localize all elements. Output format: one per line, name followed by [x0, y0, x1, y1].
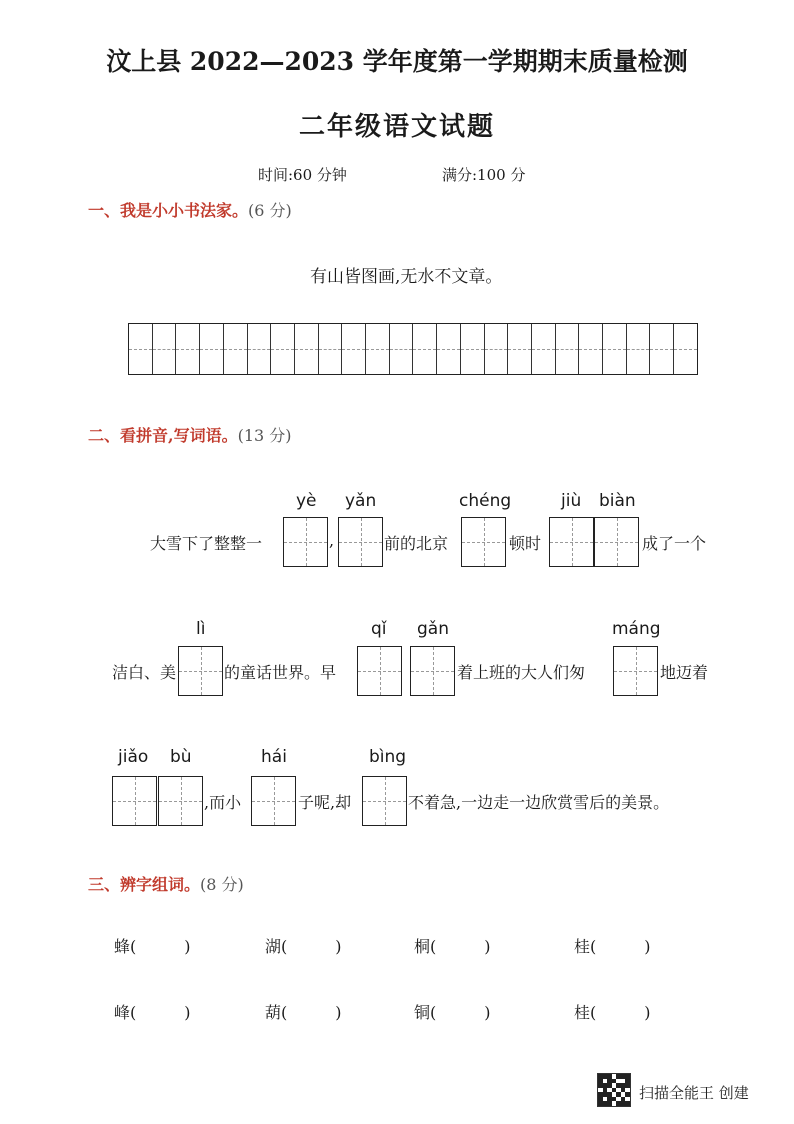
pinyin-bu: bù — [170, 747, 192, 767]
grid-cell[interactable] — [485, 324, 509, 374]
word-item[interactable]: 葫( ) — [265, 1003, 342, 1022]
answer-box[interactable] — [549, 517, 594, 567]
text-segment: 顿时 — [509, 534, 542, 553]
grid-cell[interactable] — [200, 324, 224, 374]
section-1-heading — [88, 198, 292, 221]
pinyin-hai: hái — [261, 747, 287, 767]
pinyin-bing: bìng — [369, 747, 407, 767]
section-3-title: 三、辨字组词。 — [88, 875, 201, 894]
word-item[interactable]: 桂( ) — [574, 1003, 651, 1022]
exam-title: 汶上县 2022—2023 学年度第一学期期末质量检测 — [106, 47, 688, 76]
word-item[interactable]: 蜂( ) — [114, 937, 191, 956]
answer-box[interactable] — [178, 646, 223, 696]
answer-box[interactable] — [112, 776, 157, 826]
word-item[interactable]: 桐( ) — [414, 937, 491, 956]
pinyin-jiao: jiǎo — [118, 747, 149, 767]
grid-cell[interactable] — [224, 324, 248, 374]
grid-cell[interactable] — [556, 324, 580, 374]
text-segment: 洁白、美 — [112, 663, 177, 682]
answer-box[interactable] — [613, 646, 658, 696]
pinyin-mang: máng — [612, 619, 661, 639]
exam-score: 满分:100 分 — [442, 166, 526, 184]
text-segment: , — [329, 531, 335, 550]
grid-cell[interactable] — [390, 324, 414, 374]
answer-box[interactable] — [594, 517, 639, 567]
grid-cell[interactable] — [271, 324, 295, 374]
text-segment: 地迈着 — [660, 663, 709, 682]
pinyin-qi: qǐ — [371, 619, 387, 639]
grid-cell[interactable] — [674, 324, 697, 374]
text-segment: 子呢,却 — [298, 793, 352, 812]
section-1-title: 一、我是小小书法家。 — [88, 201, 249, 220]
answer-box[interactable] — [362, 776, 407, 826]
calligraphy-sentence: 有山皆图画,无水不文章。 — [310, 267, 503, 287]
text-segment: 的童话世界。早 — [224, 663, 337, 682]
word-item[interactable]: 湖( ) — [265, 937, 342, 956]
qr-code-icon — [597, 1073, 631, 1107]
grid-cell[interactable] — [248, 324, 272, 374]
grid-cell[interactable] — [153, 324, 177, 374]
word-item[interactable]: 铜( ) — [414, 1003, 491, 1022]
grid-cell[interactable] — [579, 324, 603, 374]
grid-cell[interactable] — [437, 324, 461, 374]
grid-cell[interactable] — [129, 324, 153, 374]
text-segment: ,而小 — [204, 793, 242, 812]
scanner-watermark: 扫描全能王 创建 — [639, 1084, 749, 1102]
pinyin-jiu: jiù — [561, 491, 582, 511]
section-3-heading — [88, 872, 244, 895]
answer-box[interactable] — [251, 776, 296, 826]
text-segment: 成了一个 — [642, 534, 707, 553]
section-2-title: 二、看拼音,写词语。 — [88, 426, 238, 445]
pinyin-cheng: chéng — [459, 491, 512, 511]
answer-box[interactable] — [461, 517, 506, 567]
text-segment: 大雪下了整整一 — [150, 534, 263, 553]
answer-box[interactable] — [357, 646, 402, 696]
answer-box[interactable] — [410, 646, 455, 696]
pinyin-li: lì — [196, 619, 206, 639]
exam-subtitle: 二年级语文试题 — [298, 112, 495, 142]
grid-cell[interactable] — [532, 324, 556, 374]
grid-cell[interactable] — [627, 324, 651, 374]
grid-cell[interactable] — [295, 324, 319, 374]
pinyin-gan: gǎn — [417, 619, 449, 639]
grid-cell[interactable] — [319, 324, 343, 374]
exam-time: 时间:60 分钟 — [258, 166, 347, 184]
answer-box[interactable] — [283, 517, 328, 567]
grid-cell[interactable] — [342, 324, 366, 374]
calligraphy-writing-grid[interactable] — [128, 323, 698, 375]
word-item[interactable]: 桂( ) — [574, 937, 651, 956]
grid-cell[interactable] — [508, 324, 532, 374]
section-1-points: (6 分) — [248, 201, 292, 220]
grid-cell[interactable] — [176, 324, 200, 374]
grid-cell[interactable] — [603, 324, 627, 374]
grid-cell[interactable] — [413, 324, 437, 374]
grid-cell[interactable] — [366, 324, 390, 374]
section-2-heading — [88, 423, 292, 446]
pinyin-ye: yè — [296, 491, 317, 511]
grid-cell[interactable] — [461, 324, 485, 374]
text-segment: 着上班的大人们匆 — [457, 663, 586, 682]
grid-cell[interactable] — [650, 324, 674, 374]
section-2-points: (13 分) — [237, 426, 292, 445]
answer-box[interactable] — [338, 517, 383, 567]
text-segment: 前的北京 — [384, 534, 449, 553]
text-segment: 不着急,一边走一边欣赏雪后的美景。 — [408, 793, 670, 812]
word-item[interactable]: 峰( ) — [114, 1003, 191, 1022]
pinyin-yan: yǎn — [345, 491, 377, 511]
pinyin-bian: biàn — [599, 491, 636, 511]
answer-box[interactable] — [158, 776, 203, 826]
section-3-points: (8 分) — [200, 875, 244, 894]
